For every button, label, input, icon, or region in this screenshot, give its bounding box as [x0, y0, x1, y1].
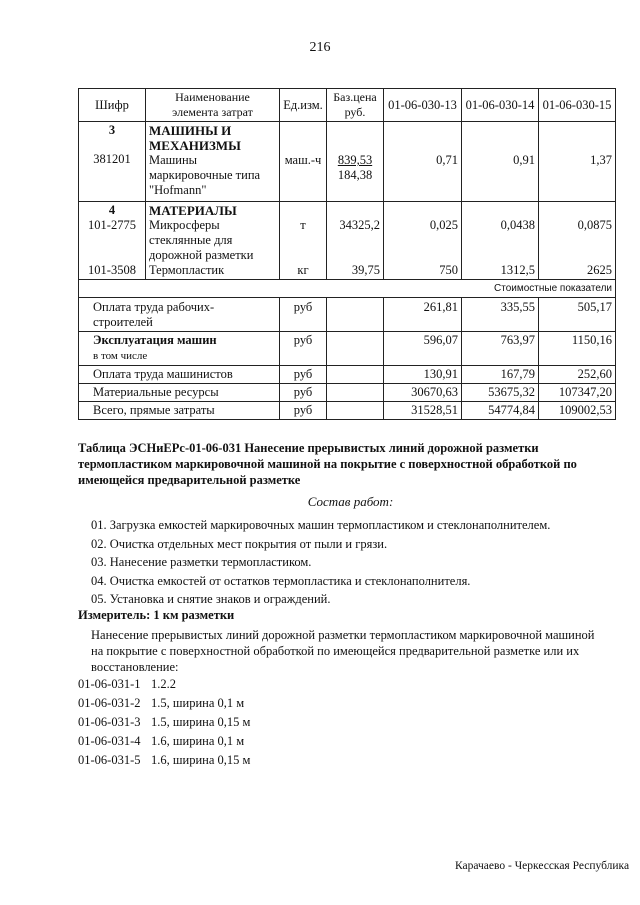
section-title-line1: МАШИНЫ И — [149, 123, 232, 138]
header-unit: Ед.изм. — [280, 89, 327, 122]
page-footer: Карачаево - Черкесская Республика — [455, 860, 630, 872]
measure-description-line2: на покрытие с поверхностной обработкой по имеющейся предварительной разметке или их — [91, 644, 580, 658]
summary-value-col2: 335,55 — [462, 298, 539, 332]
summary-value-col3: 252,60 — [539, 366, 616, 384]
summary-label: Материальные ресурсы — [79, 384, 280, 402]
code-desc: 1.2.2 — [151, 677, 176, 691]
code-id: 01-06-031-1 — [78, 677, 141, 691]
summary-row — [79, 298, 616, 332]
summary-price-empty — [327, 384, 384, 402]
section-number: 4 — [108, 203, 116, 217]
work-item: 05. Установка и снятие знаков и ограждений. — [91, 592, 331, 606]
value-col1: 0,025 — [429, 218, 458, 232]
header-price-line1: Баз.цена — [333, 90, 377, 104]
summary-value-col2: 53675,32 — [462, 384, 539, 402]
price-top: 839,53 — [337, 153, 373, 167]
value-cell — [384, 202, 462, 280]
header-col1: 01-06-030-13 — [384, 89, 462, 122]
code-item — [78, 694, 623, 713]
work-item: 02. Очистка отдельных мест покрытия от пыли и грязи. — [91, 536, 388, 551]
page-number: 216 — [309, 40, 331, 55]
summary-unit: руб — [280, 384, 327, 402]
code-desc: 1.6, ширина 0,1 м — [151, 734, 245, 748]
value-col2: 1312,5 — [500, 263, 535, 277]
header-col2: 01-06-030-14 — [462, 89, 539, 122]
measure-description-line1: Нанесение прерывистых линий дорожной разметки термопластиком маркировочной машиной — [91, 628, 595, 642]
code-list — [78, 675, 623, 770]
summary-price-empty — [327, 402, 384, 420]
row-name-line2: стеклянные для — [149, 233, 233, 247]
value-col3: 2625 — [587, 263, 612, 277]
code-id: 01-06-031-5 — [78, 753, 141, 767]
code-id: 01-06-031-4 — [78, 734, 141, 748]
header-name — [146, 89, 280, 122]
summary-unit: руб — [280, 332, 327, 366]
header-col3: 01-06-030-15 — [539, 89, 616, 122]
row-code: 381201 — [93, 152, 131, 166]
summary-value-col1: 30670,63 — [384, 384, 462, 402]
price-cell — [327, 122, 384, 202]
code-desc: 1.6, ширина 0,15 м — [151, 753, 251, 767]
row-unit: маш.-ч — [284, 153, 322, 167]
unit-cell — [280, 202, 327, 280]
summary-label: Всего, прямые затраты — [79, 402, 280, 420]
header-price-line2: руб. — [344, 105, 366, 119]
price-bottom: 184,38 — [337, 168, 373, 182]
summary-price-empty — [327, 366, 384, 384]
cost-indicators-label: Стоимостные показатели — [79, 280, 616, 298]
summary-row — [79, 402, 616, 420]
section-name-cell — [146, 202, 280, 280]
value-col2: 0,0438 — [500, 218, 535, 232]
cost-indicators-row — [79, 280, 616, 298]
section-title-line2: МЕХАНИЗМЫ — [149, 138, 241, 153]
row-price: 39,75 — [351, 263, 380, 277]
work-item: 01. Загрузка емкостей маркировочных машин термопластиком и стеклонаполнителем. — [91, 518, 551, 532]
header-code: Шифр — [79, 89, 146, 122]
value-cell — [384, 122, 462, 202]
value-col1: 750 — [439, 263, 458, 277]
section-row-materials — [79, 202, 616, 280]
section-name-cell — [146, 122, 280, 202]
row-price: 34325,2 — [339, 218, 380, 232]
summary-label: Оплата труда машинистов — [79, 366, 280, 384]
summary-value-col3: 505,17 — [539, 298, 616, 332]
section-row-machines — [79, 122, 616, 202]
value-cell — [539, 202, 616, 280]
table-header-row — [79, 89, 616, 122]
code-item — [78, 751, 623, 770]
row-unit: т — [300, 218, 306, 232]
row-unit: кг — [297, 263, 309, 277]
summary-value-col2: 763,97 — [462, 332, 539, 366]
composition-title: Состав работ: — [307, 494, 394, 509]
summary-price-empty — [327, 332, 384, 366]
summary-price-empty — [327, 298, 384, 332]
summary-label — [79, 332, 280, 366]
summary-label-line2: строителей — [93, 315, 153, 329]
summary-unit: руб — [280, 366, 327, 384]
summary-value-col1: 596,07 — [384, 332, 462, 366]
summary-label-line1: Эксплуатация машин — [93, 333, 217, 347]
code-item — [78, 732, 623, 751]
work-composition-list — [91, 516, 636, 609]
section-title-line1: МАТЕРИАЛЫ — [149, 203, 237, 218]
code-desc: 1.5, ширина 0,15 м — [151, 715, 251, 729]
table-section-title — [78, 440, 623, 488]
row-code: 101-2775 — [88, 218, 136, 232]
summary-value-col2: 167,79 — [462, 366, 539, 384]
header-price — [327, 89, 384, 122]
summary-value-col3: 109002,53 — [539, 402, 616, 420]
value-col2: 0,91 — [513, 153, 535, 167]
value-col1: 0,71 — [436, 153, 458, 167]
measure-label: Измеритель: 1 км разметки — [78, 608, 235, 622]
value-cell — [539, 122, 616, 202]
section-code-cell — [79, 122, 146, 202]
row-name-line3: "Hofmann" — [149, 183, 207, 197]
summary-row — [79, 332, 616, 366]
value-cell — [462, 122, 539, 202]
value-col3: 1,37 — [590, 153, 612, 167]
summary-label — [79, 298, 280, 332]
code-id: 01-06-031-3 — [78, 715, 141, 729]
summary-label-line1: Оплата труда рабочих- — [93, 300, 215, 314]
work-item: 04. Очистка емкостей от остатков термопластика и стеклонаполнителя. — [91, 573, 471, 588]
summary-value-col3: 1150,16 — [539, 332, 616, 366]
row-name-line1: Машины — [149, 153, 198, 167]
resource-table — [78, 88, 616, 420]
unit-cell — [280, 122, 327, 202]
value-cell — [462, 202, 539, 280]
summary-label-line2: в том числе — [93, 350, 148, 362]
header-name-line2: элемента затрат — [172, 105, 253, 119]
code-item — [78, 675, 623, 694]
summary-value-col1: 261,81 — [384, 298, 462, 332]
measure-description-line3: восстановление: — [91, 660, 179, 674]
summary-value-col1: 130,91 — [384, 366, 462, 384]
row-name-line3: дорожной разметки — [149, 248, 254, 262]
summary-unit: руб — [280, 298, 327, 332]
row-name-line1: Микросферы — [149, 218, 220, 232]
summary-row — [79, 384, 616, 402]
code-item — [78, 713, 623, 732]
table-section-title-line2: термопластиком маркировочной машиной на покрытие с поверхностной обработкой по — [78, 457, 577, 471]
section-code-cell — [79, 202, 146, 280]
row-code: 101-3508 — [88, 263, 136, 277]
summary-value-col2: 54774,84 — [462, 402, 539, 420]
table-section-title-line3: имеющейся предварительной разметке — [78, 473, 301, 487]
code-id: 01-06-031-2 — [78, 696, 141, 710]
code-desc: 1.5, ширина 0,1 м — [151, 696, 245, 710]
value-col3: 0,0875 — [577, 218, 612, 232]
measure-description — [91, 627, 621, 675]
row-name: Термопластик — [149, 263, 225, 277]
work-item: 03. Нанесение разметки термопластиком. — [91, 555, 312, 569]
price-cell — [327, 202, 384, 280]
summary-value-col1: 31528,51 — [384, 402, 462, 420]
row-name-line2: маркировочные типа — [149, 168, 261, 182]
summary-unit: руб — [280, 402, 327, 420]
section-number: 3 — [108, 123, 116, 137]
summary-value-col3: 107347,20 — [539, 384, 616, 402]
table-section-title-line1: Таблица ЭСНиЕРс-01-06-031 Нанесение прерывистых линий дорожной разметки — [78, 441, 539, 455]
summary-row — [79, 366, 616, 384]
header-name-line1: Наименование — [175, 90, 250, 104]
